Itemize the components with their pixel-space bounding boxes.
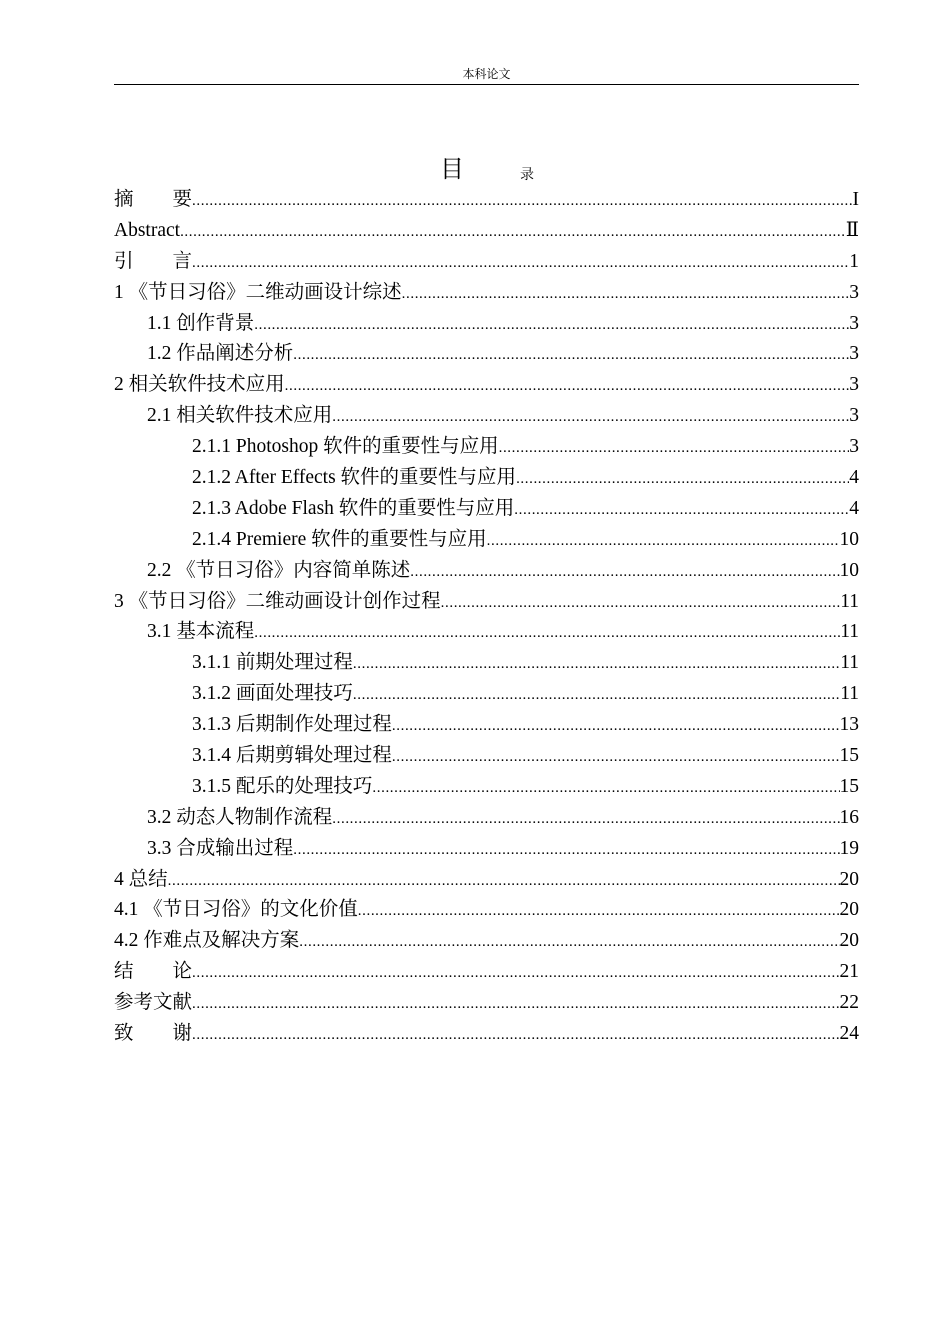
toc-leader-dots [353, 680, 840, 710]
page-header [114, 64, 859, 85]
toc-entry-page-number: 3 [849, 281, 859, 303]
toc-entry-label: 参考文献 [114, 992, 193, 1014]
toc-entry-page-number: 4 [849, 497, 859, 519]
toc-leader-dots [353, 649, 840, 679]
toc-entry-label: 3.3 合成输出过程 [147, 837, 294, 859]
toc-entry[interactable] [114, 865, 859, 896]
toc-entry[interactable] [114, 216, 859, 247]
toc-leader-dots [192, 989, 839, 1019]
toc-entry-page-number: 1 [849, 250, 859, 272]
toc-entry-label: 3.1.1 前期处理过程 [192, 652, 353, 674]
toc-entry-label: 3.1.5 配乐的处理技巧 [192, 775, 373, 797]
toc-entry-label: 2 相关软件技术应用 [114, 374, 285, 396]
toc-entry-page-number: 19 [839, 837, 859, 859]
toc-entry-label: 3.1.4 后期剪辑处理过程 [192, 745, 392, 767]
toc-leader-dots [392, 742, 840, 772]
toc-entry[interactable] [114, 895, 859, 926]
toc-entry[interactable] [114, 710, 859, 741]
toc-entry-page-number: 10 [839, 528, 859, 550]
toc-entry[interactable] [114, 587, 859, 618]
toc-entry-page-number: 20 [839, 930, 859, 952]
toc-entry-page-number: I [852, 189, 859, 210]
toc-entry-page-number: Ⅱ [845, 219, 859, 241]
toc-entry-page-number: 11 [840, 683, 859, 705]
toc-entry-label: 4 总结 [114, 868, 168, 890]
toc-title-char-1: 目 [440, 155, 464, 183]
toc-leader-dots [499, 433, 850, 463]
toc-entry[interactable] [114, 463, 859, 494]
toc-entry-label: 3.1.2 画面处理技巧 [192, 683, 353, 705]
toc-leader-dots [410, 557, 839, 587]
toc-entry-label: 3.2 动态人物制作流程 [147, 806, 333, 828]
table-of-contents [114, 185, 859, 1050]
toc-entry-page-number: 21 [839, 961, 859, 983]
toc-entry[interactable] [114, 185, 859, 216]
toc-leader-dots [487, 526, 840, 556]
toc-leader-dots [358, 896, 840, 926]
toc-leader-dots [192, 1020, 839, 1050]
toc-entry-page-number: 3 [849, 436, 859, 458]
toc-entry-page-number: 16 [839, 806, 859, 828]
toc-entry[interactable] [114, 278, 859, 309]
toc-entry[interactable] [114, 370, 859, 401]
toc-entry[interactable] [114, 309, 859, 340]
toc-leader-dots [516, 464, 849, 494]
toc-entry-label: 2.2 《节日习俗》内容简单陈述 [147, 559, 411, 581]
toc-leader-dots [299, 927, 839, 957]
toc-entry-page-number: 15 [839, 745, 859, 767]
toc-leader-dots [180, 217, 846, 247]
toc-entry[interactable] [114, 679, 859, 710]
toc-entry-label: 2.1 相关软件技术应用 [147, 405, 333, 427]
toc-leader-dots [192, 248, 849, 278]
toc-entry-page-number: 20 [839, 868, 859, 890]
toc-entry-label: 1 《节日习俗》二维动画设计综述 [114, 281, 402, 303]
toc-entry[interactable] [114, 803, 859, 834]
toc-entry-page-number: 3 [849, 405, 859, 427]
header-text: 本科论文 [462, 67, 511, 81]
toc-entry-page-number: 15 [839, 775, 859, 797]
toc-entry-page-number: 22 [839, 992, 859, 1014]
toc-entry-label: 3 《节日习俗》二维动画设计创作过程 [114, 590, 441, 612]
toc-entry-label: Abstract [114, 219, 181, 241]
toc-entry-label: 2.1.1 Photoshop 软件的重要性与应用 [192, 436, 499, 458]
toc-entry-page-number: 24 [839, 1023, 859, 1045]
toc-entry-page-number: 3 [849, 343, 859, 365]
toc-entry-page-number: 3 [849, 312, 859, 334]
toc-title [0, 152, 950, 186]
toc-entry[interactable] [114, 401, 859, 432]
toc-entry[interactable] [114, 741, 859, 772]
toc-entry-page-number: 11 [840, 652, 859, 674]
toc-leader-dots [192, 186, 852, 216]
toc-leader-dots [285, 371, 850, 401]
toc-entry[interactable] [114, 957, 859, 988]
toc-entry-label: 1.2 作品阐述分析 [147, 343, 294, 365]
toc-entry-label: 1.1 创作背景 [147, 312, 255, 334]
toc-entry-label: 致 谢 [114, 1023, 193, 1045]
toc-entry[interactable] [114, 926, 859, 957]
toc-entry[interactable] [114, 1019, 859, 1050]
toc-entry-label: 4.1 《节日习俗》的文化价值 [114, 899, 358, 921]
toc-leader-dots [192, 958, 839, 988]
toc-entry[interactable] [114, 648, 859, 679]
toc-leader-dots [168, 866, 840, 896]
toc-entry-label: 2.1.2 After Effects 软件的重要性与应用 [192, 467, 517, 489]
toc-entry[interactable] [114, 556, 859, 587]
toc-entry-label: 引 言 [114, 250, 193, 272]
toc-entry[interactable] [114, 988, 859, 1019]
toc-entry[interactable] [114, 525, 859, 556]
toc-entry[interactable] [114, 494, 859, 525]
toc-leader-dots [332, 402, 849, 432]
toc-entry-page-number: 20 [839, 899, 859, 921]
toc-leader-dots [514, 495, 849, 525]
toc-entry-page-number: 13 [839, 714, 859, 736]
toc-entry[interactable] [114, 772, 859, 803]
toc-leader-dots [392, 711, 840, 741]
toc-entry-label: 2.1.3 Adobe Flash 软件的重要性与应用 [192, 497, 515, 519]
toc-entry[interactable] [114, 339, 859, 370]
toc-entry[interactable] [114, 834, 859, 865]
toc-entry-page-number: 10 [839, 559, 859, 581]
toc-leader-dots [254, 618, 840, 648]
toc-entry-page-number: 11 [840, 590, 859, 612]
toc-entry-label: 3.1 基本流程 [147, 621, 255, 643]
toc-entry-label: 结 论 [114, 961, 193, 983]
toc-entry[interactable] [114, 247, 859, 278]
toc-leader-dots [293, 835, 839, 865]
toc-leader-dots [332, 804, 839, 834]
toc-leader-dots [293, 340, 849, 370]
toc-entry[interactable] [114, 617, 859, 648]
toc-entry-page-number: 3 [849, 374, 859, 396]
toc-leader-dots [254, 310, 849, 340]
toc-leader-dots [372, 773, 839, 803]
toc-leader-dots [402, 279, 850, 309]
toc-entry-label: 4.2 作难点及解决方案 [114, 930, 300, 952]
toc-entry-label: 3.1.3 后期制作处理过程 [192, 714, 392, 736]
toc-entry-page-number: 4 [849, 467, 859, 489]
toc-title-char-2: 录 [520, 167, 534, 183]
toc-entry-page-number: 11 [840, 621, 859, 643]
toc-entry[interactable] [114, 432, 859, 463]
toc-entry-label: 2.1.4 Premiere 软件的重要性与应用 [192, 528, 487, 550]
toc-leader-dots [441, 588, 841, 618]
toc-entry-label: 摘 要 [114, 189, 193, 210]
